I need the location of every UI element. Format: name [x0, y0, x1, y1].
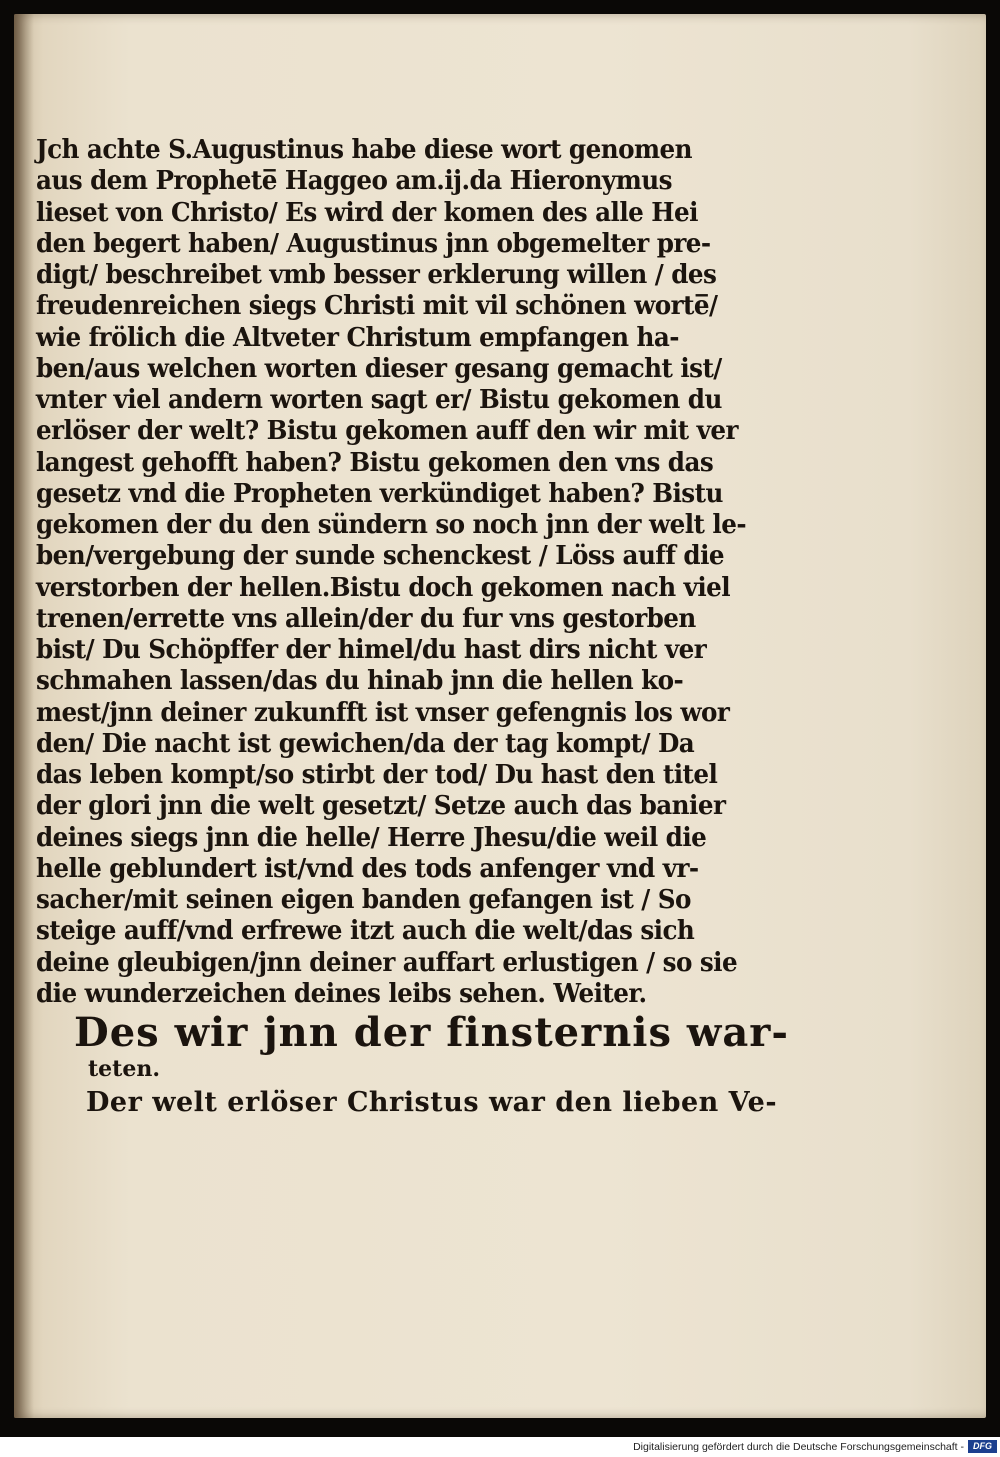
text-line: den begert haben/ Augustinus jnn obgemelter pre-: [36, 227, 711, 259]
text-line: ben/vergebung der sunde schenckest / Löss auff die: [36, 540, 725, 572]
text-line: freudenreichen siegs Christi mit vil schönen worte̅/: [36, 290, 718, 322]
text-line: aus dem Prophete̅ Haggeo am.ij.da Hieronymus: [36, 165, 672, 197]
text-line: den/ Die nacht ist gewichen/da der tag kompt/ Da: [36, 727, 695, 759]
page-text-block: [36, 134, 789, 1123]
text-line: erlöser der welt? Bistu gekomen auff den wir mit ver: [36, 415, 738, 447]
dfg-logo: DFG: [968, 1440, 997, 1453]
text-line: das leben kompt/so stirbt der tod/ Du hast den titel: [36, 759, 718, 790]
text-line: verstorben der hellen.Bistu doch gekomen nach viel: [36, 571, 731, 603]
text-line: steige auff/vnd erfrewe itzt auch die welt/das sich: [36, 915, 695, 947]
text-line: deine gleubigen/jnn deiner auffart erlustigen / so sie: [36, 946, 738, 978]
text-line: lieset von Christo/ Es wird der komen des alle Hei: [36, 196, 698, 228]
book-page: [14, 14, 986, 1418]
text-line: die wunderzeichen deines leibs sehen. Weiter.: [36, 977, 647, 1009]
text-line: sacher/mit seinen eigen banden gefangen ist / So: [36, 884, 691, 915]
text-line-final: Der welt erlöser Christus war den lieben Ve-: [86, 1087, 778, 1118]
text-line: wie frölich die Altveter Christum empfangen ha-: [36, 321, 679, 353]
text-line: trenen/errette vns allein/der du fur vns gestorben: [36, 602, 696, 634]
text-line: deines siegs jnn die helle/ Herre Jhesu/die weil die: [36, 821, 707, 853]
text-line: mest/jnn deiner zukunfft ist vnser gefengnis los wor: [36, 696, 730, 728]
text-line: digt/ beschreibet vmb besser erklerung willen / des: [36, 259, 717, 290]
text-line: gekomen der du den sündern so noch jnn der welt le-: [36, 509, 747, 540]
text-line: vnter viel andern worten sagt er/ Bistu gekomen du: [36, 384, 722, 415]
section-heading-continuation: teten.: [88, 1056, 160, 1082]
section-heading: Des wir jnn der finsternis war-: [74, 1009, 789, 1056]
text-line: bist/ Du Schöpffer der himel/du hast dirs nicht ver: [36, 634, 707, 665]
text-line: der glori jnn die welt gesetzt/ Setze auch das banier: [36, 790, 726, 822]
footer-credit-text: Digitalisierung gefördert durch die Deutsche Forschungsgemeinschaft -: [633, 1441, 964, 1453]
text-line: ben/aus welchen worten dieser gesang gemacht ist/: [36, 352, 722, 384]
text-line: schmahen lassen/das du hinab jnn die hellen ko-: [36, 665, 684, 697]
text-line: helle geblundert ist/vnd des tods anfenger vnd vr-: [36, 852, 699, 884]
text-line: Jch achte S.Augustinus habe diese wort genomen: [36, 134, 692, 165]
footer-bar: [0, 1437, 1000, 1457]
binding-shadow: [14, 14, 34, 1418]
text-line: gesetz vnd die Propheten verkündiget haben? Bistu: [36, 477, 723, 509]
text-line: langest gehofft haben? Bistu gekomen den vns das: [36, 446, 714, 478]
